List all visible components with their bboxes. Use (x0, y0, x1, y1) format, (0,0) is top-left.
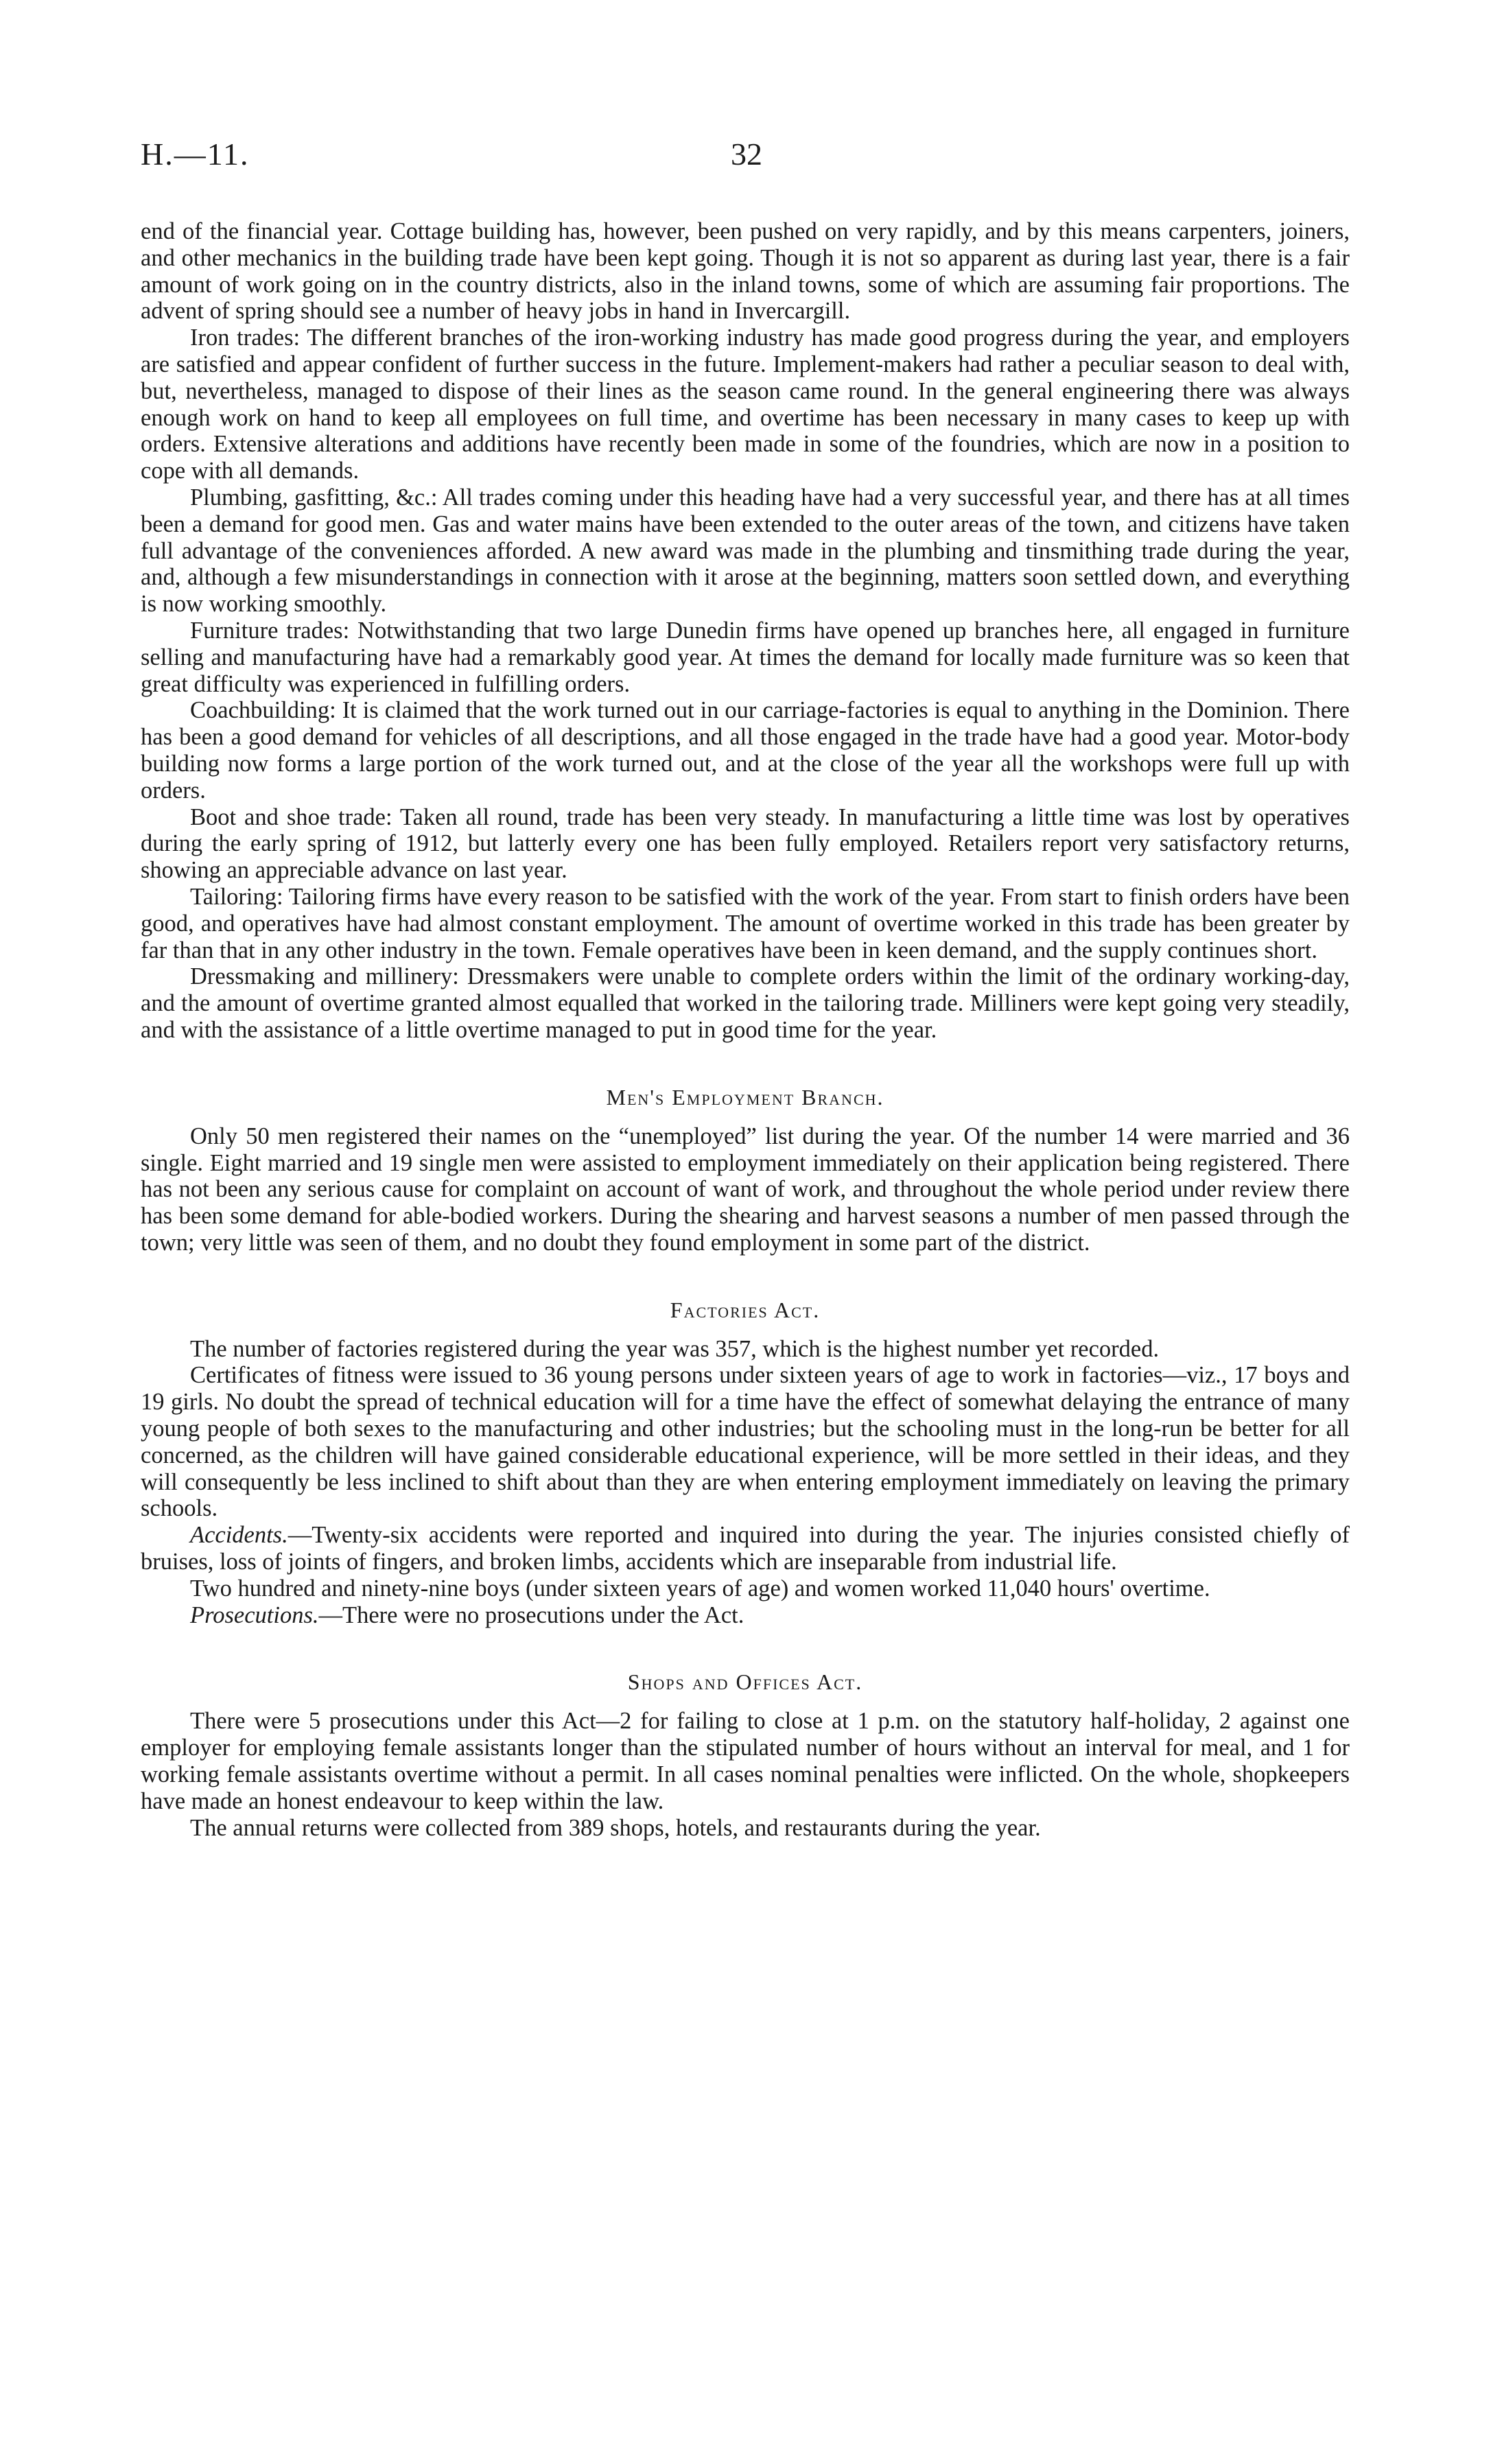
shops-paragraph-returns: The annual returns were collected from 389 shops, hotels, and restaurants during the year. (190, 1814, 1041, 1841)
factories-paragraph-accidents: Accidents.—Twenty-six accidents were reported and inquired into during the year. The injuries consisted chiefly of bruises, loss of joints of fingers, and broken limbs, accidents which are inseparable from industrial life. (141, 1522, 1350, 1575)
factories-paragraph-registered: The number of factories registered during the year was 357, which is the highest number yet recorded. (190, 1335, 1160, 1362)
trade-paragraph-coachbuilding: Coachbuilding: It is claimed that the work turned out in our carriage-factories is equal to anything in the Dominion. There has been a good demand for vehicles of all descriptions, and all those engaged in the trade have had a good year. Motor-body building now forms a large portion of the work turned out, and at the close of the year all the workshops were full up with orders. (141, 697, 1350, 803)
trade-paragraph-tailoring: Tailoring: Tailoring firms have every reason to be satisfied with the work of the year. From start to finish orders have been good, and operatives have had almost constant employment. The amount of overtime worked in this trade has been greater by far than that in any other industry in the town. Female operatives have been in keen demand, and the supply continues short. (141, 883, 1350, 963)
trade-paragraph-dressmaking: Dressmaking and millinery: Dressmakers were unable to complete orders within the limit of the ordinary working-day, and the amount of overtime granted almost equalled that worked in the tailoring trade. Milliners were kept going very steadily, and with the assistance of a little overtime managed to put in good time for the year. (141, 963, 1350, 1043)
trade-paragraph-plumbing: Plumbing, gasfitting, &c.: All trades coming under this heading have had a very successful year, and there has at all times been a demand for good men. Gas and water mains have been extended to the outer areas of the town, and citizens have taken full advantage of the conveniences afforded. A new award was made in the plumbing and tinsmithing trade during the year, and, although a few misunderstandings in connection with it arose at the beginning, matters soon settled down, and everything is now working smoothly. (141, 484, 1350, 618)
factories-paragraph-overtime: Two hundred and ninety-nine boys (under sixteen years of age) and women worked 11,040 hours' overtime. (190, 1575, 1210, 1601)
trade-paragraph-furniture: Furniture trades: Notwithstanding that two large Dunedin firms have opened up branches here, all engaged in furniture selling and manufacturing have had a remarkably good year. At times the demand for locally made furniture was so keen that great difficulty was experienced in fulfilling orders. (141, 617, 1350, 697)
page-header (141, 136, 1350, 184)
page-number: 32 (731, 137, 762, 172)
factories-paragraph-prosecutions: Prosecutions.—There were no prosecutions under the Act. (190, 1601, 744, 1628)
section-heading-shops-offices-act: Shops and Offices Act. (627, 1669, 863, 1695)
section-heading-mens-employment: Men's Employment Branch. (606, 1084, 884, 1110)
shops-paragraph-prosecutions: There were 5 prosecutions under this Act—2 for failing to close at 1 p.m. on the statutory half-holiday, 2 against one employer for employing female assistants longer than the stipulated number of hours without an interval for meal, and 1 for working female assistants overtime without a permit. In all cases nominal penalties were inflicted. On the whole, shopkeepers have made an honest endeavour to keep within the law. (141, 1708, 1350, 1814)
intro-paragraph: end of the financial year. Cottage building has, however, been pushed on very rapidly, and by this means carpenters, joiners, and other mechanics in the building trade have been kept going. Though it is not so apparent as during last year, there is a fair amount of work going on in the country districts, also in the inland towns, some of which are assuming fair proportions. The advent of spring should see a number of heavy jobs in hand in Invercargill. (141, 218, 1350, 325)
section-heading-factories-act: Factories Act. (670, 1297, 821, 1322)
trade-paragraph-iron: Iron trades: The different branches of the iron-working industry has made good progress during the year, and employers are satisfied and appear confident of further success in the future. Implement-makers had rather a peculiar season to deal with, but, nevertheless, managed to dispose of their lines as the season came round. In the general engineering there was always enough work on hand to keep all employees on full time, and overtime has been necessary in many cases to keep up with orders. Extensive alterations and additions have recently been made in some of the foundries, which are now in a position to cope with all demands. (141, 325, 1350, 484)
trade-paragraph-boot-shoe: Boot and shoe trade: Taken all round, trade has been very steady. In manufacturing a little time was lost by operatives during the early spring of 1912, but latterly every one has been fully employed. Retailers report very satisfactory returns, showing an appreciable advance on last year. (141, 803, 1350, 884)
document-reference: H.—11. (141, 137, 250, 172)
page-body (141, 218, 1350, 1841)
mens-employment-paragraph: Only 50 men registered their names on the “unemployed” list during the year. Of the number 14 were married and 36 single. Eight married and 19 single men were assisted to employment immediately on their application being registered. There has not been any serious cause for complaint on account of want of work, and throughout the whole period under review there has been some demand for able-bodied workers. During the shearing and harvest seasons a number of men passed through the town; very little was seen of them, and no doubt they found employment in some part of the district. (141, 1123, 1350, 1256)
factories-paragraph-certificates: Certificates of fitness were issued to 36 young persons under sixteen years of age to work in factories—viz., 17 boys and 19 girls. No doubt the spread of technical education will for a time have the effect of somewhat delaying the entrance of many young people of both sexes to the manufacturing and other industries; but the schooling must in the long-run be better for all concerned, as the children will have gained considerable educational experience, will be more settled in their ideas, and they will consequently be less inclined to shift about than they are when entering employment immediately on leaving the primary schools. (141, 1362, 1350, 1522)
